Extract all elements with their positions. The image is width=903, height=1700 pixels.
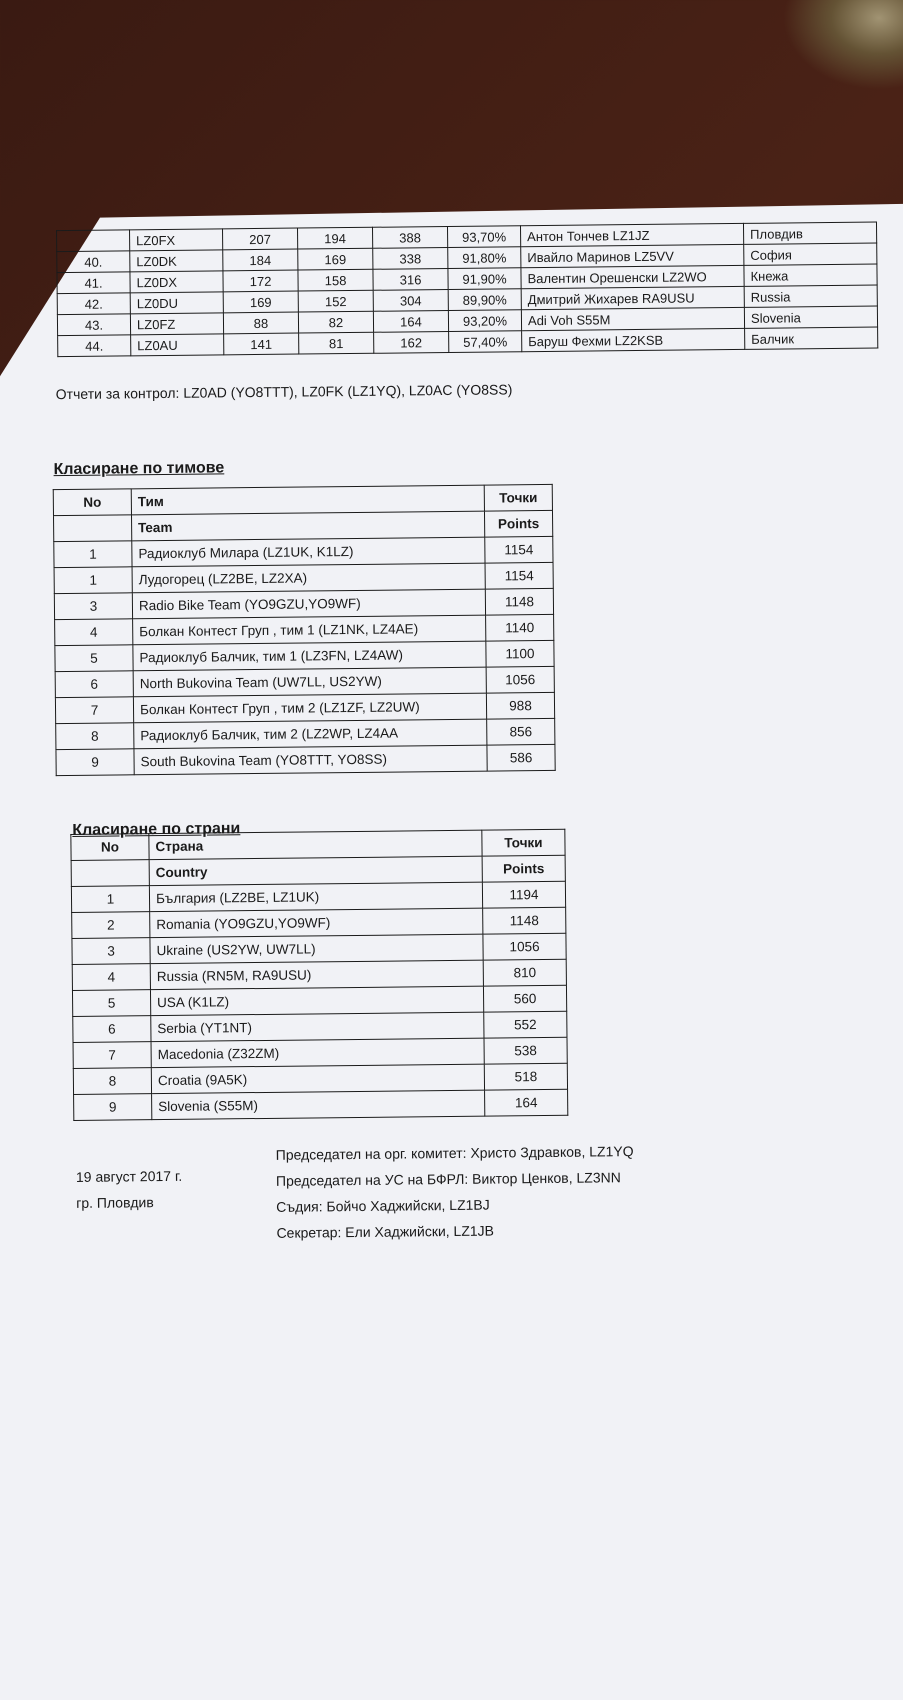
rank-cell: 4 (72, 964, 150, 991)
score-b-cell: 152 (298, 290, 373, 312)
name-cell: Serbia (YT1NT) (151, 1012, 484, 1041)
points-cell: 1056 (483, 933, 566, 960)
teams-ranking-heading: Класиране по тимове (53, 459, 225, 479)
score-b-cell: 158 (298, 269, 373, 291)
rank-cell: 9 (56, 749, 134, 776)
name-cell: Radio Bike Team (YO9GZU,YO9WF) (132, 589, 485, 619)
city-cell: Кнежа (744, 264, 877, 286)
callsign-cell: LZ0DU (130, 292, 223, 314)
col-points-header-bg: Точки (484, 484, 552, 511)
name-cell: USA (K1LZ) (150, 986, 483, 1015)
points-cell: 1148 (485, 588, 553, 615)
points-cell: 164 (485, 1089, 568, 1116)
callsign-cell: LZ0DK (130, 250, 223, 272)
rank-cell: 3 (54, 593, 132, 620)
operator-cell: Баруш Фехми LZ2KSB (522, 328, 745, 351)
percent-cell: 93,20% (448, 310, 521, 332)
name-cell: Russia (RN5M, RA9USU) (150, 960, 483, 989)
rank-cell: 8 (73, 1068, 151, 1095)
score-a-cell: 207 (223, 228, 298, 250)
points-cell: 552 (484, 1011, 567, 1038)
points-cell: 518 (484, 1063, 567, 1090)
rank-cell: 4 (55, 619, 133, 646)
row-number: 43. (57, 314, 130, 336)
col-no-header: No (71, 834, 149, 861)
score-a-cell: 172 (223, 270, 298, 292)
col-points-header-bg: Точки (482, 829, 565, 856)
col-no-header: No (53, 489, 131, 516)
points-cell: 856 (487, 718, 555, 745)
city-cell: София (744, 243, 877, 265)
name-cell: Лудогорец (LZ2BE, LZ2XA) (132, 563, 485, 593)
percent-cell: 93,70% (447, 226, 520, 248)
city-cell: Балчик (745, 327, 878, 349)
countries-ranking-table (70, 829, 568, 1121)
name-cell: Croatia (9A5K) (151, 1064, 484, 1093)
col-country-header-bg: Страна (149, 830, 482, 859)
score-c-cell: 316 (373, 268, 448, 290)
points-cell: 810 (483, 959, 566, 986)
operator-cell: Ивайло Маринов LZ5VV (521, 244, 744, 267)
col-points-header-en: Points (484, 510, 552, 537)
col-points-header-en: Points (482, 855, 565, 882)
control-reports-note: Отчети за контрол: LZ0AD (YO8TTT), LZ0FK (LZ1YQ), LZ0AC (YO8SS) (55, 381, 513, 403)
name-cell: Болкан Контест Груп , тим 2 (LZ1ZF, LZ2UW) (133, 693, 486, 723)
points-cell: 1148 (483, 907, 566, 934)
results-table-continued (56, 221, 878, 357)
rank-cell: 1 (54, 567, 132, 594)
points-cell: 1140 (486, 614, 554, 641)
rank-cell: 7 (55, 697, 133, 724)
name-cell: South Bukovina Team (YO8TTT, YO8SS) (134, 745, 487, 775)
score-a-cell: 169 (223, 291, 298, 313)
row-number (57, 230, 130, 252)
rank-cell: 9 (74, 1094, 152, 1121)
operator-cell: Дмитрий Жихарев RA9USU (521, 286, 744, 309)
score-c-cell: 338 (373, 247, 448, 269)
table-row (56, 744, 555, 775)
name-cell: Romania (YO9GZU,YO9WF) (150, 908, 483, 937)
city-cell: Russia (744, 285, 877, 307)
name-cell: Slovenia (S55M) (152, 1090, 485, 1119)
city-cell: Slovenia (744, 306, 877, 328)
callsign-cell: LZ0AU (131, 334, 224, 356)
points-cell: 1100 (486, 640, 554, 667)
row-number: 40. (57, 251, 130, 273)
points-cell: 586 (487, 744, 555, 771)
signatory-line: Секретар: Ели Хаджийски, LZ1JB (276, 1222, 495, 1241)
rank-cell: 5 (55, 645, 133, 672)
empty-cell (54, 515, 132, 542)
name-cell: North Bukovina Team (UW7LL, US2YW) (133, 667, 486, 697)
score-b-cell: 169 (298, 248, 373, 270)
row-number: 42. (57, 293, 130, 315)
rank-cell: 8 (56, 723, 134, 750)
score-b-cell: 194 (298, 227, 373, 249)
percent-cell: 91,80% (448, 247, 521, 269)
col-country-header-en: Country (149, 856, 482, 885)
footer-signatories (276, 1138, 635, 1246)
score-a-cell: 141 (224, 333, 299, 355)
col-team-header-bg: Тим (131, 485, 484, 515)
name-cell: Радиоклуб Балчик, тим 2 (LZ2WP, LZ4AA (134, 719, 487, 749)
percent-cell: 91,90% (448, 268, 521, 290)
name-cell: България (LZ2BE, LZ1UK) (149, 882, 482, 911)
teams-ranking-table (53, 484, 556, 776)
operator-cell: Валентин Орешенски LZ2WO (521, 265, 744, 288)
percent-cell: 57,40% (449, 331, 522, 353)
name-cell: Радиоклуб Милара (LZ1UK, K1LZ) (132, 537, 485, 567)
rank-cell: 3 (72, 938, 150, 965)
countries-ranking-heading: Класиране по страни (72, 820, 241, 839)
percent-cell: 89,90% (448, 289, 521, 311)
score-c-cell: 304 (373, 289, 448, 311)
score-a-cell: 88 (223, 312, 298, 334)
points-cell: 988 (486, 692, 554, 719)
points-cell: 560 (483, 985, 566, 1012)
row-number: 41. (57, 272, 130, 294)
rank-cell: 6 (73, 1016, 151, 1043)
signatory-line: Съдия: Бойчо Хаджийски, LZ1BJ (276, 1196, 490, 1215)
city-cell: Пловдив (743, 222, 876, 244)
name-cell: Macedonia (Z32ZM) (151, 1038, 484, 1067)
callsign-cell: LZ0FZ (130, 313, 223, 335)
rank-cell: 5 (72, 990, 150, 1017)
points-cell: 1194 (482, 881, 565, 908)
score-c-cell: 164 (373, 310, 448, 332)
operator-cell: Антон Тончев LZ1JZ (520, 223, 743, 246)
points-cell: 1154 (485, 536, 553, 563)
points-cell: 1154 (485, 562, 553, 589)
table-row (74, 1089, 568, 1120)
footer-date-place (76, 1163, 183, 1216)
points-cell: 1056 (486, 666, 554, 693)
rank-cell: 6 (55, 671, 133, 698)
signatory-line: Председател на УС на БФРЛ: Виктор Ценков, LZ3NN (275, 1169, 621, 1189)
name-cell: Ukraine (US2YW, UW7LL) (150, 934, 483, 963)
score-b-cell: 82 (298, 311, 373, 333)
rank-cell: 7 (73, 1042, 151, 1069)
score-c-cell: 388 (372, 226, 447, 248)
rank-cell: 1 (71, 886, 149, 913)
col-team-header-en: Team (131, 511, 484, 541)
callsign-cell: LZ0FX (130, 229, 223, 251)
name-cell: Радиоклуб Балчик, тим 1 (LZ3FN, LZ4AW) (133, 641, 486, 671)
callsign-cell: LZ0DX (130, 271, 223, 293)
row-number: 44. (58, 335, 131, 357)
score-c-cell: 162 (374, 331, 449, 353)
score-a-cell: 184 (223, 249, 298, 271)
signatory-line: Председател на орг. комитет: Христо Здравков, LZ1YQ (275, 1143, 634, 1163)
rank-cell: 2 (72, 912, 150, 939)
rank-cell: 1 (54, 541, 132, 568)
operator-cell: Adi Voh S55M (521, 307, 744, 330)
footer-place: гр. Пловдив (76, 1194, 154, 1211)
points-cell: 538 (484, 1037, 567, 1064)
empty-cell (71, 860, 149, 887)
score-b-cell: 81 (299, 332, 374, 354)
footer-date: 19 август 2017 г. (75, 1167, 183, 1185)
name-cell: Болкан Контест Груп , тим 1 (LZ1NK, LZ4AE) (133, 615, 486, 645)
